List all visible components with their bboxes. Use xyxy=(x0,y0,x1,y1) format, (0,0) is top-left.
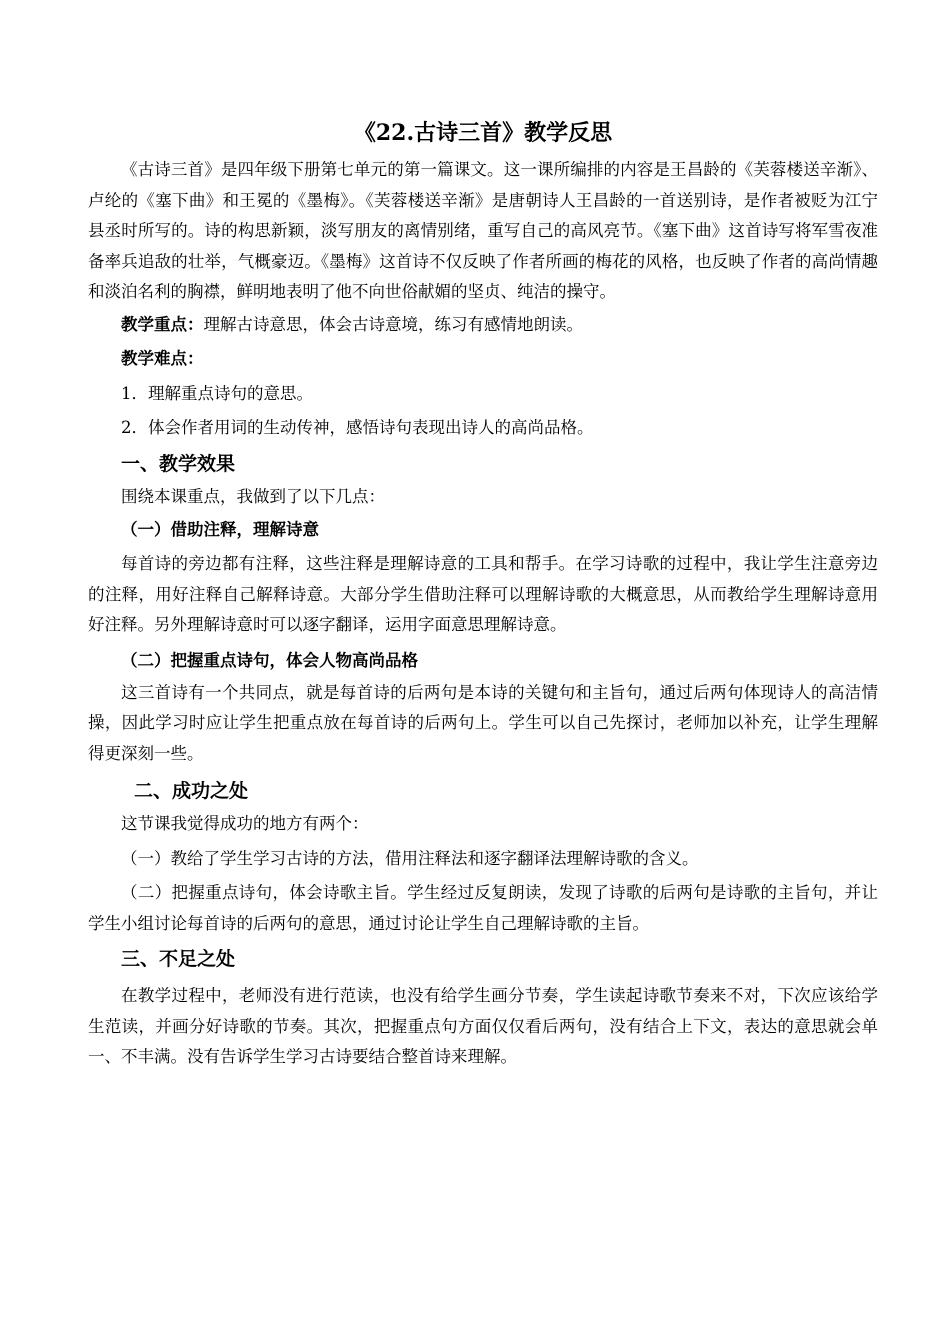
section-1-sub-1-heading: （一）借助注释，理解诗意 xyxy=(121,520,319,539)
document-title: 《22.古诗三首》教学反思 xyxy=(353,120,613,146)
teaching-focus xyxy=(88,310,878,341)
teaching-focus-label: 教学重点： xyxy=(121,314,204,334)
intro-paragraph: 《古诗三首》是四年级下册第七单元的第一篇课文。这一课所编排的内容是王昌龄的《芙蓉楼送辛渐》、卢纶的《塞下曲》和王冕的《墨梅》。《芙蓉楼送辛渐》是唐朝诗人王昌龄的一首送别诗，是作者被贬为江宁县丞时所写的。诗的构思新颖，淡写朋友的离情别绪，重写自己的高风亮节。《塞下曲》这首诗写将军雪夜准备率兵追敌的壮举，气概豪迈。《墨梅》这首诗不仅反映了作者所画的梅花的风格，也反映了作者的高尚情趣和淡泊名利的胸襟，鲜明地表明了他不向世俗献媚的坚贞、纯洁的操守。 xyxy=(88,160,878,301)
section-1-sub-2-text: 这三首诗有一个共同点，就是每首诗的后两句是本诗的关键句和主旨句，通过后两句体现诗人的高洁情操，因此学习时应让学生把重点放在每首诗的后两句上。学生可以自己先探讨，老师加以补充，让学生理解得更深刻一些。 xyxy=(88,682,878,763)
difficulty-item-2: 2．体会作者用词的生动传神，感悟诗句表现出诗人的高尚品格。 xyxy=(121,418,594,437)
section-3-heading: 三、不足之处 xyxy=(121,948,236,970)
section-2-item-2: （二）把握重点诗句，体会诗歌主旨。学生经过反复朗读，发现了诗歌的后两句是诗歌的主旨句，并让学生小组讨论每首诗的后两句的意思，通过讨论让学生自己理解诗歌的主旨。 xyxy=(88,883,878,933)
section-1-sub-1-text: 每首诗的旁边都有注释，这些注释是理解诗意的工具和帮手。在学习诗歌的过程中，我让学生注意旁边的注释，用好注释自己解释诗意。大部分学生借助注释可以理解诗歌的大概意思，从而教给学生理解诗意用好注释。另外理解诗意时可以逐字翻译，运用字面意思理解诗意。 xyxy=(88,554,878,634)
teaching-focus-text: 理解古诗意思，体会古诗意境，练习有感情地朗读。 xyxy=(203,314,583,334)
section-2-item-1: （一）教给了学生学习古诗的方法，借用注释法和逐字翻译法理解诗歌的含义。 xyxy=(121,848,699,868)
section-1-sub-2-heading: （二）把握重点诗句，体会人物高尚品格 xyxy=(121,650,418,670)
section-1-lead: 围绕本课重点，我做到了以下几点： xyxy=(121,486,385,506)
section-2-heading: 二、成功之处 xyxy=(134,780,249,802)
section-3-text: 在教学过程中，老师没有进行范读，也没有给学生画分节奏，学生读起诗歌节奏来不对，下次应该给学生范读，并画分好诗歌的节奏。其次，把握重点句方面仅仅看后两句，没有结合上下文，表达的意思就会单一、不丰满。没有告诉学生学习古诗要结合整首诗来理解。 xyxy=(88,986,878,1066)
section-1-heading: 一、教学效果 xyxy=(121,452,236,475)
document-body xyxy=(88,155,878,1073)
teaching-difficulty-label: 教学难点： xyxy=(121,349,204,368)
section-2-lead: 这节课我觉得成功的地方有两个： xyxy=(121,814,369,833)
difficulty-item-1: 1．理解重点诗句的意思。 xyxy=(121,383,313,403)
